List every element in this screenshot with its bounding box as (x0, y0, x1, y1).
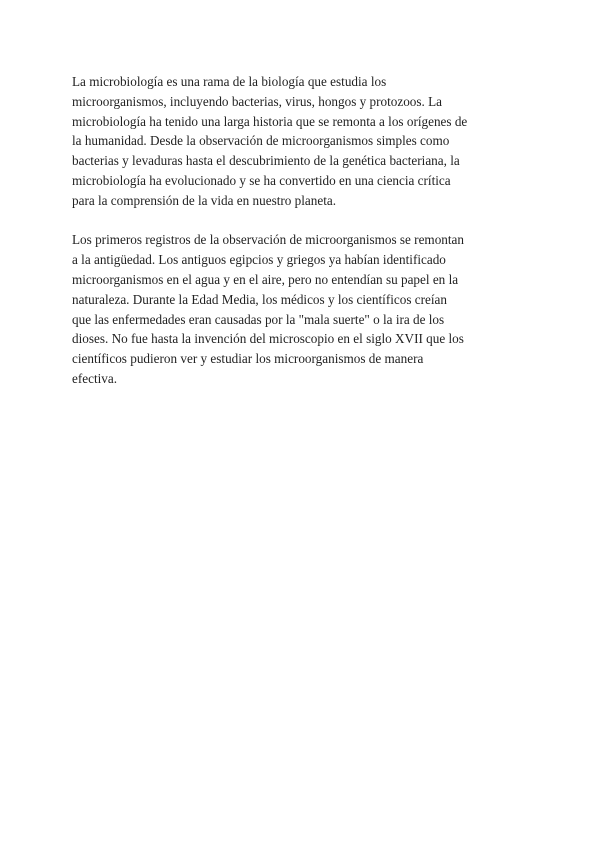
paragraph-line: Los primeros registros de la observación de microorganismos se remontan (72, 232, 464, 248)
paragraph-line: que las enfermedades eran causadas por la "mala suerte" o la ira de los (72, 311, 445, 327)
paragraph-line: bacterias y levaduras hasta el descubrimiento de la genética bacteriana, la (72, 153, 460, 169)
document-body (72, 72, 532, 409)
paragraph-line: naturaleza. Durante la Edad Media, los médicos y los científicos creían (72, 291, 447, 307)
paragraph-line: microorganismos en el agua y en el aire, pero no entendían su papel en la (72, 271, 459, 287)
paragraph-line: para la comprensión de la vida en nuestro planeta. (72, 192, 337, 208)
paragraph-2 (72, 230, 532, 388)
paragraph-1 (72, 72, 532, 211)
paragraph-line: la humanidad. Desde la observación de microorganismos simples como (72, 133, 450, 149)
paragraph-line: efectiva. (72, 370, 118, 386)
paragraph-line: microorganismos, incluyendo bacterias, virus, hongos y protozoos. La (72, 93, 443, 109)
paragraph-line: a la antigüedad. Los antiguos egipcios y griegos ya habían identificado (72, 252, 446, 268)
paragraph-line: La microbiología es una rama de la biología que estudia los (72, 74, 387, 89)
paragraph-line: dioses. No fue hasta la invención del microscopio en el siglo XVII que los (72, 331, 464, 347)
paragraph-line: microbiología ha tenido una larga historia que se remonta a los orígenes de (72, 113, 468, 129)
paragraph-line: científicos pudieron ver y estudiar los microorganismos de manera (72, 351, 424, 367)
paragraph-line: microbiología ha evolucionado y se ha convertido en una ciencia crítica (72, 172, 451, 188)
